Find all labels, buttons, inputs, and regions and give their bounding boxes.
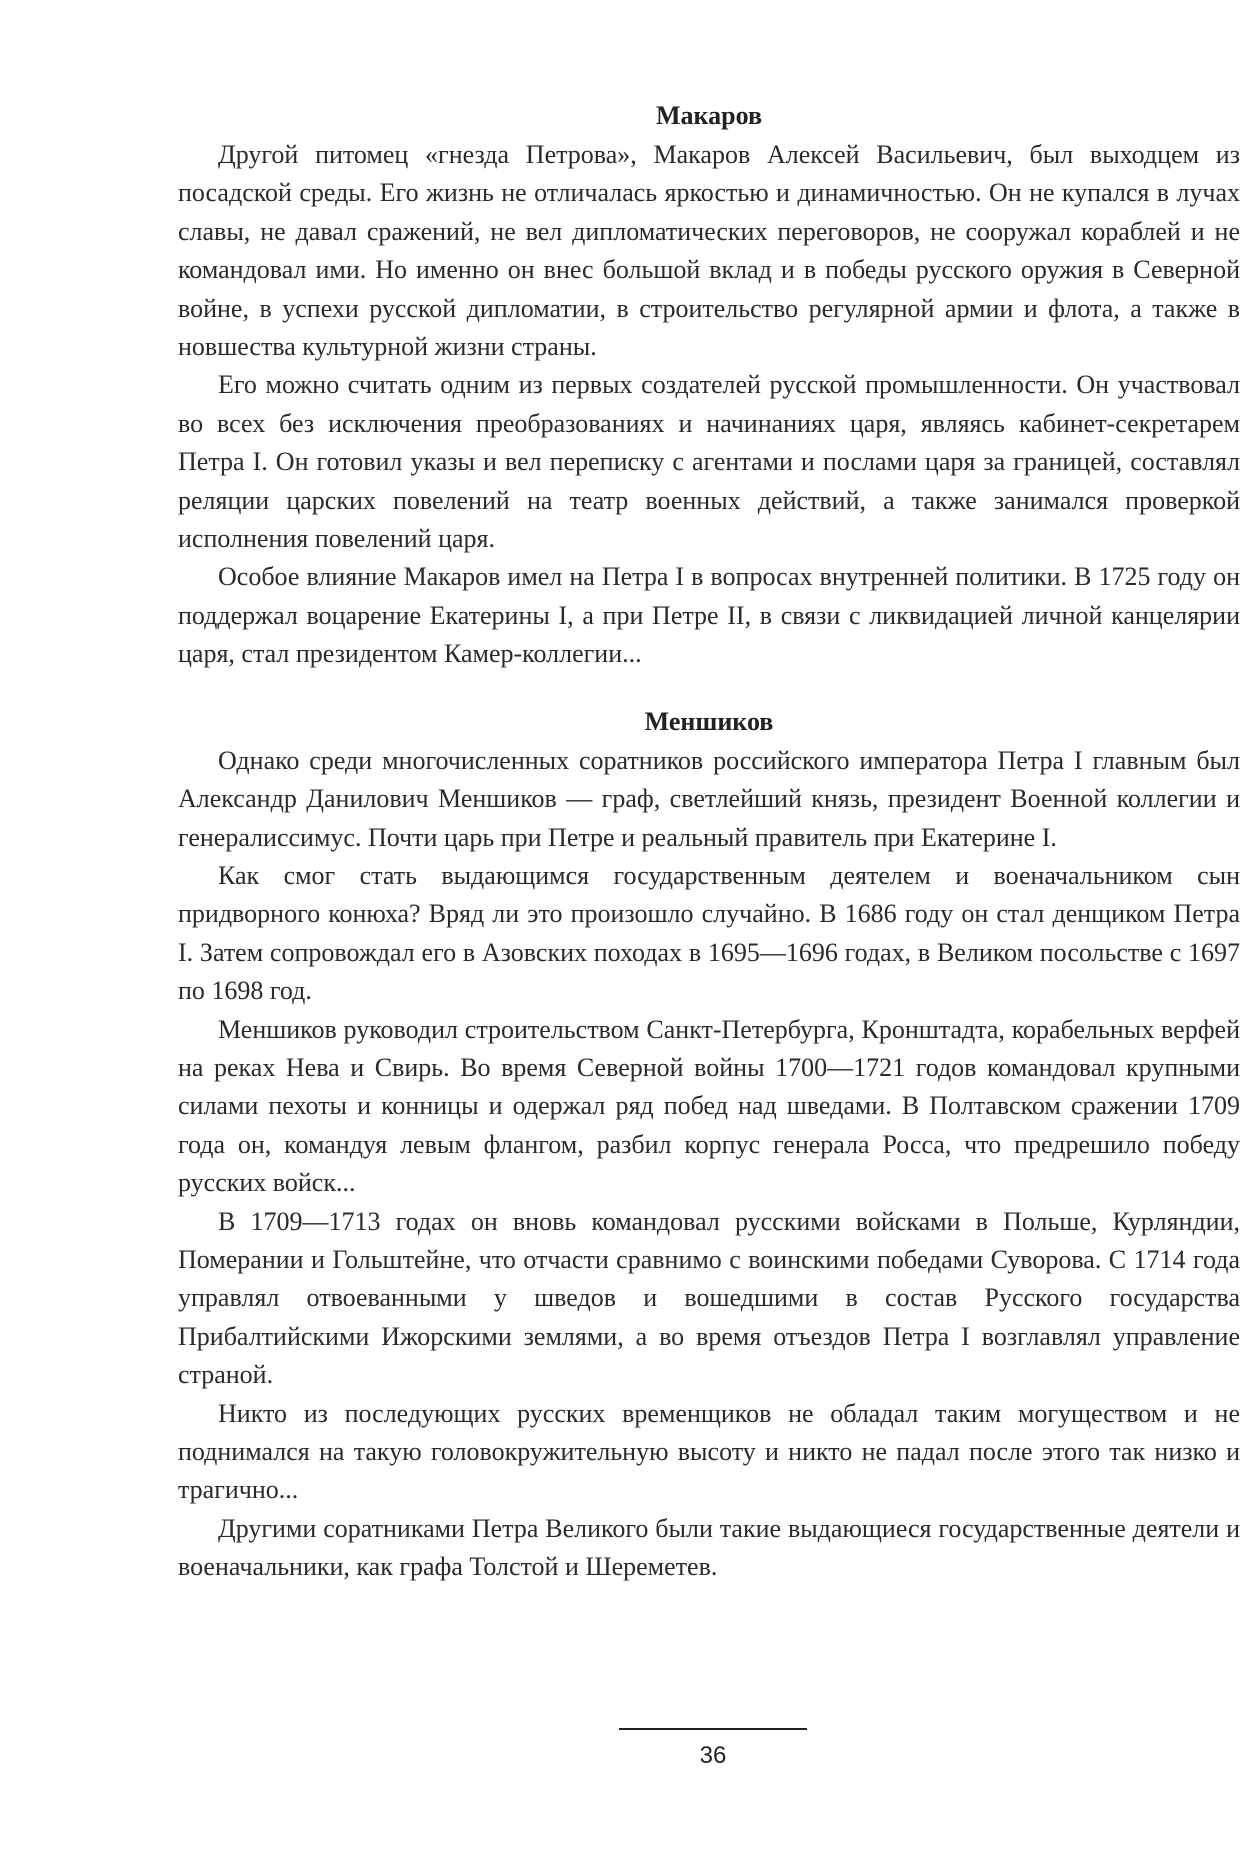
paragraph: Меншиков руководил строительством Санкт-Петербурга, Кронштадта, корабельных верфей на реках Нева и Свирь. Во время Северной войны 1700—1721 годов командовал крупными силами пехоты и конницы и одержал ряд побед над шведами. В Полтавском сражении 1709 года он, командуя левым флангом, разбил корпус генерала Росса, что предрешило победу русских войск...	[178, 1014, 1240, 1198]
page-body	[178, 96, 1240, 1587]
paragraph: Его можно считать одним из первых создателей русской промышленности. Он участвовал во всех без исключения преобразованиях и начинаниях царя, являясь кабинет-секретарем Петра I. Он готовил указы и вел переписку с агентами и послами царя за границей, составлял реляции царских повелений на театр военных действий, а также занимался проверкой исполнения повелений царя.	[178, 370, 1240, 554]
paragraph: Как смог стать выдающимся государственным деятелем и военачальником сын придворного конюха? Вряд ли это произошло случайно. В 1686 году он стал денщиком Петра I. Затем сопровождал его в Азовских походах в 1695—1696 годах, в Великом посольстве с 1697 по 1698 год.	[178, 860, 1240, 1006]
paragraph: Другими соратниками Петра Великого были такие выдающиеся государственные деятели и военачальники, как графа Толстой и Шереметев.	[178, 1513, 1240, 1582]
paragraph: Однако среди многочисленных соратников российского императора Петра I главным был Александр Данилович Меншиков — граф, светлейший князь, президент Военной коллегии и генералиссимус. Почти царь при Петре и реальный правитель при Екатерине I.	[178, 745, 1240, 852]
section-title-makarov: Макаров	[656, 101, 762, 130]
page-number: 36	[699, 1742, 727, 1769]
section-title-menshikov: Меншиков	[644, 706, 774, 736]
paragraph: В 1709—1713 годах он вновь командовал русскими войсками в Польше, Курляндии, Померании и Гольштейне, что отчасти сравнимо с воинскими победами Суворова. С 1714 года управлял отвоеванными у шведов и вошедшими в состав Русского государства Прибалтийскими Ижорскими землями, а во время отъездов Петра I возглавлял управление страной.	[178, 1206, 1240, 1390]
paragraph: Другой питомец «гнезда Петрова», Макаров Алексей Васильевич, был выходцем из посадской среды. Его жизнь не отличалась яркостью и динамичностью. Он не купался в лучах славы, не давал сражений, не вел дипломатических переговоров, не сооружал кораблей и не командовал ими. Но именно он внес большой вклад и в победы русского оружия в Северной войне, в успехи русской дипломатии, в строительство регулярной армии и флота, а также в новшества культурной жизни страны.	[178, 140, 1240, 362]
paragraph: Никто из последующих русских временщиков не обладал таким могуществом и не поднимался на такую головокружительную высоту и никто не падал после этого так низко и трагично...	[178, 1398, 1240, 1505]
paragraph: Особое влияние Макаров имел на Петра I в вопросах внутренней политики. В 1725 году он поддержал воцарение Екатерины I, а при Петре II, в связи с ликвидацией личной канцелярии царя, стал президентом Камер-коллегии...	[178, 562, 1240, 669]
footer-divider	[619, 1728, 807, 1730]
